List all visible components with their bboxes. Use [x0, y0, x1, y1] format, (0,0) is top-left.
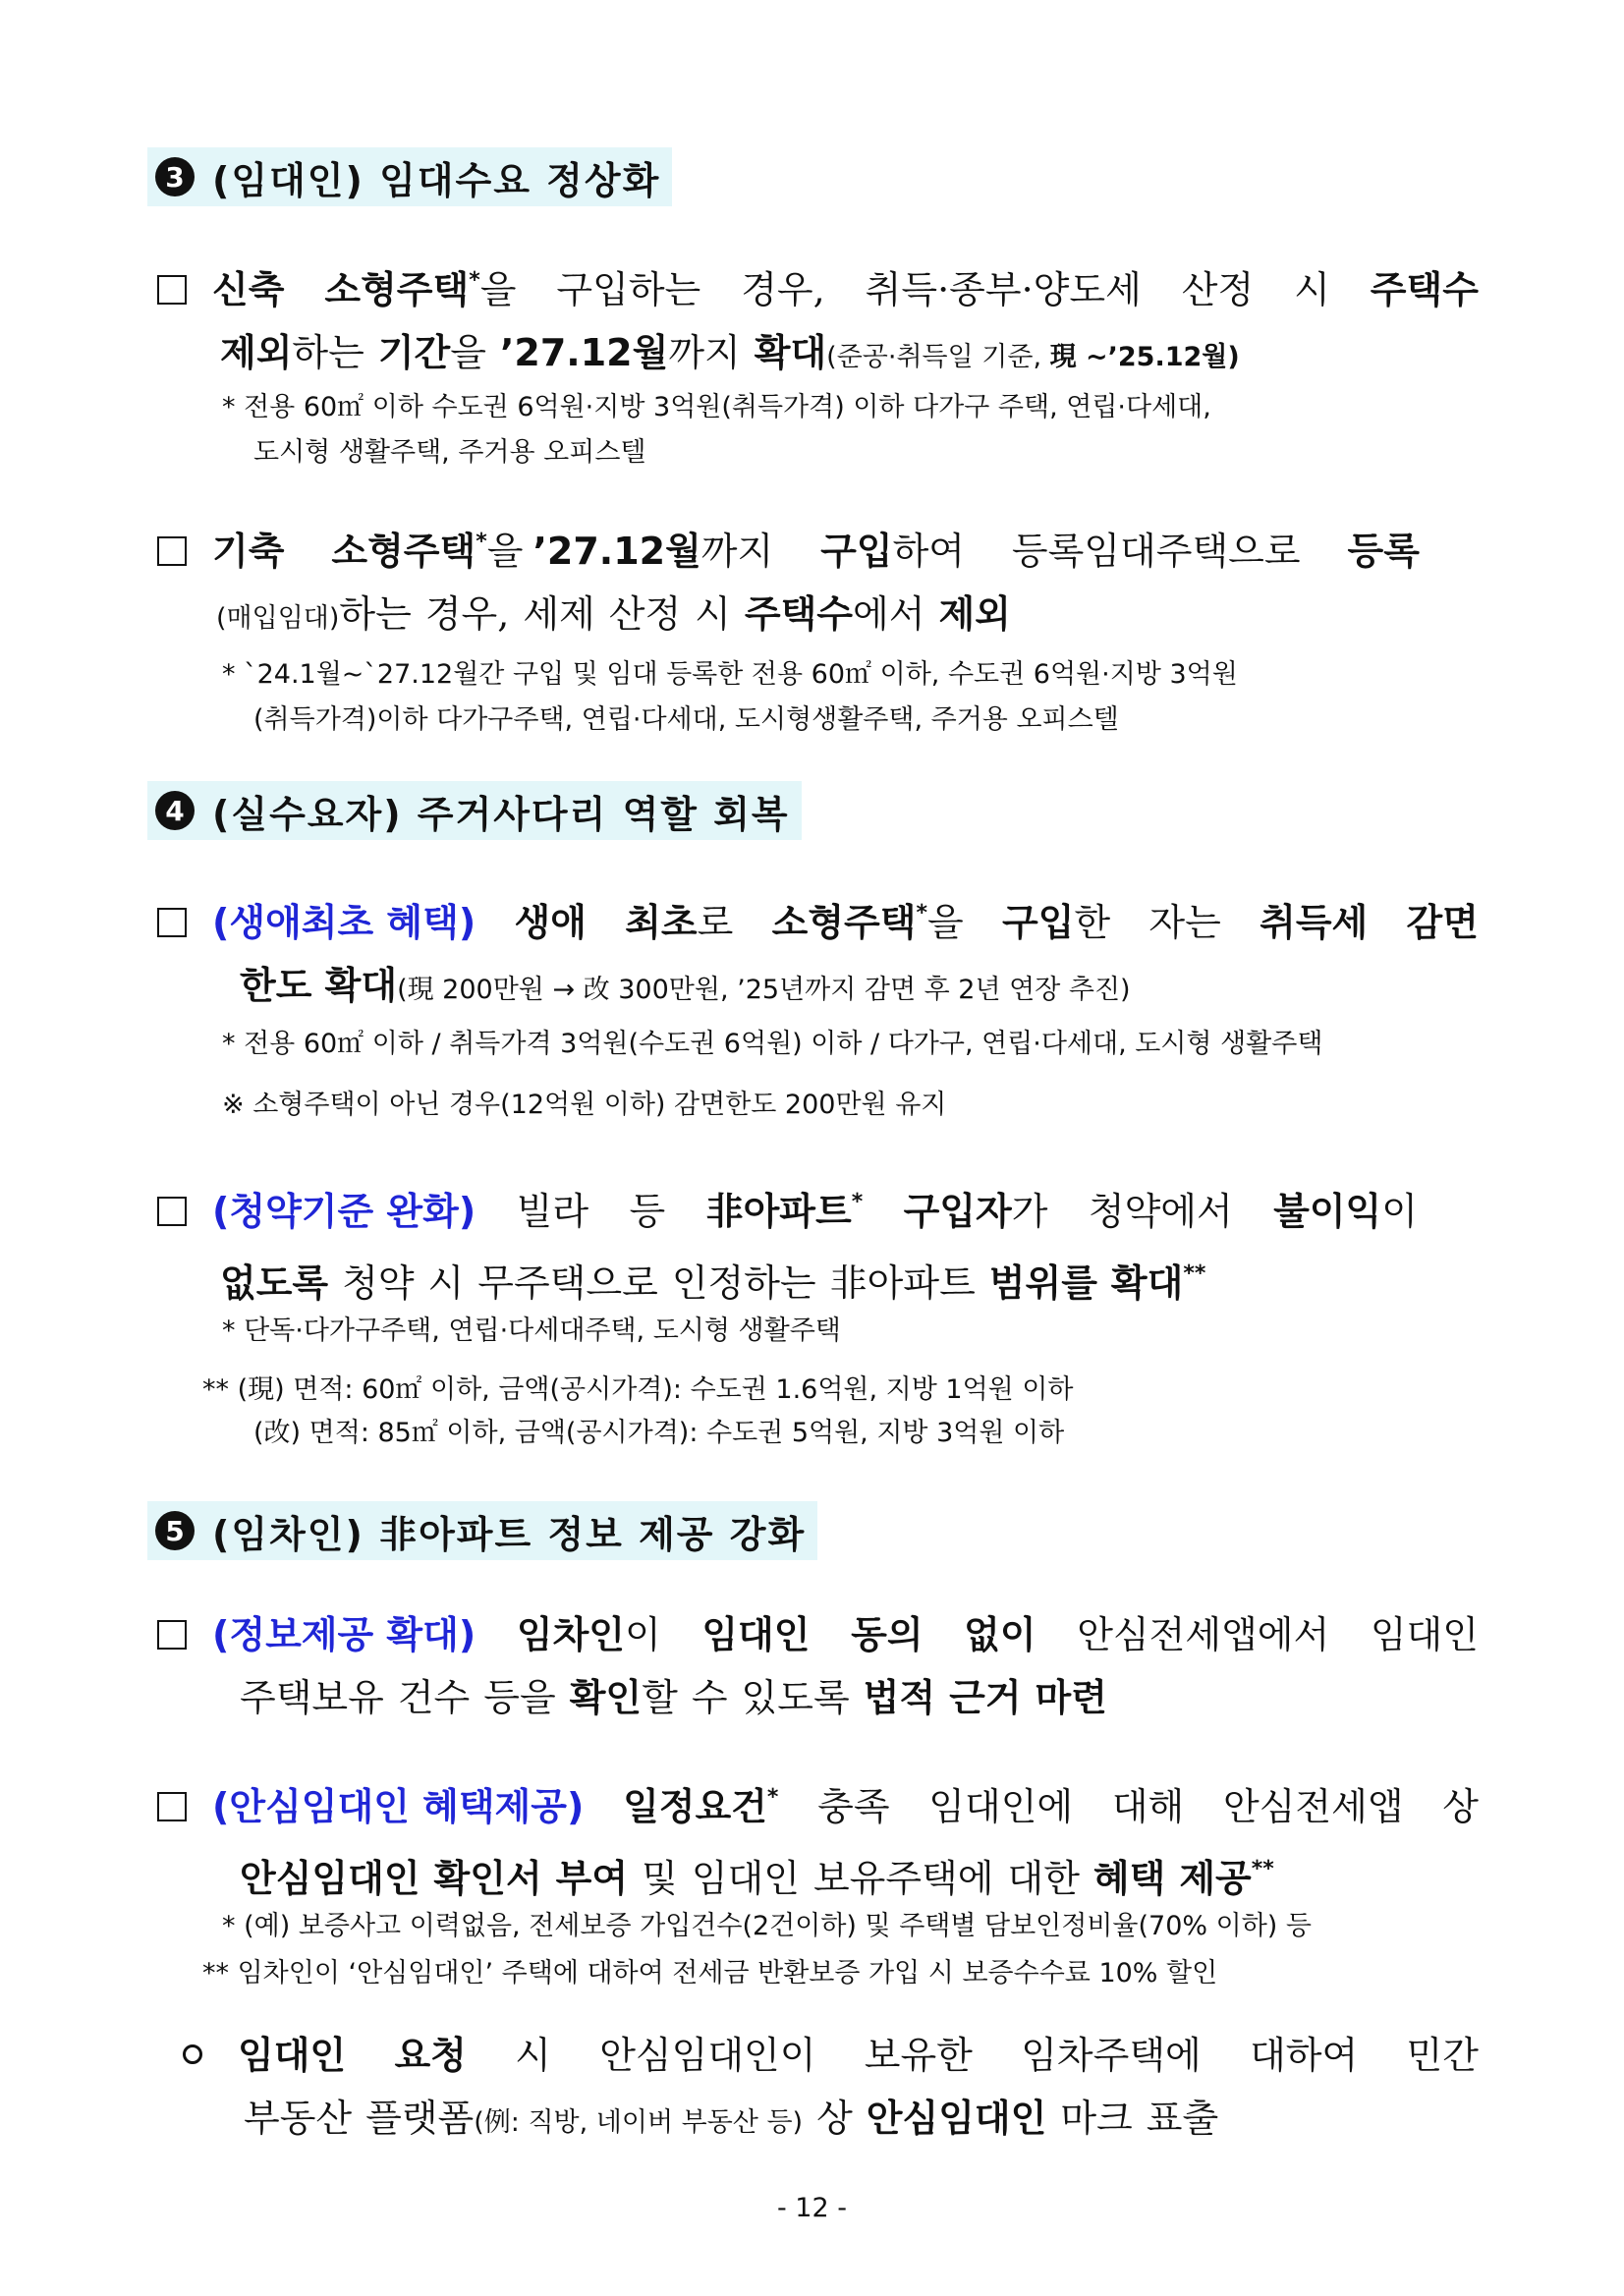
checkbox-square-icon — [157, 1792, 187, 1821]
item-line: (매입임대)하는 경우, 세제 산정 시 주택수에서 제외 — [216, 592, 1011, 636]
footnote: ** (現) 면적: 60㎡ 이하, 금액(공시가격): 수도권 1.6억원, 지방 1억원 이하 — [202, 1374, 1074, 1405]
section-number-badge: 4 — [155, 791, 195, 830]
checkbox-square-icon — [157, 1197, 187, 1226]
section-number-badge: 5 — [155, 1511, 195, 1550]
footnote: (취득가격)이하 다가구주택, 연립·다세대, 도시형생활주택, 주거용 오피스텔 — [253, 704, 1119, 735]
checkbox-square-icon — [157, 536, 187, 566]
section-header-3 — [147, 147, 672, 206]
checkbox-square-icon — [157, 908, 187, 937]
item-line: 신축 소형주택*을 구입하는 경우, 취득·종부·양도세 산정 시 주택수 — [157, 250, 1479, 321]
section-title: (실수요자) 주거사다리 역할 회복 — [212, 792, 790, 836]
item-line: 임대인 요청 시 안심임대인이 보유한 임차주택에 대하여 민간 — [183, 2024, 1479, 2087]
item-line: 주택보유 건수 등을 확인할 수 있도록 법적 근거 마련 — [240, 1676, 1107, 1719]
section-title: (임대인) 임대수요 정상화 — [212, 158, 661, 202]
footnote: (改) 면적: 85㎡ 이하, 금액(공시가격): 수도권 5억원, 지방 3억원 이하 — [253, 1418, 1065, 1448]
item-line: 안심임대인 확인서 부여 및 임대인 보유주택에 대한 혜택 제공** — [240, 1857, 1274, 1900]
footnote: * 전용 60㎡ 이하 수도권 6억원·지방 3억원(취득가격) 이하 다가구 주택, 연립·다세대, — [222, 392, 1211, 422]
footnote: 도시형 생활주택, 주거용 오피스텔 — [253, 437, 646, 468]
bullet-item-safe-landlord-benefits — [157, 1766, 1479, 1910]
page-number: - 12 - — [776, 2193, 847, 2223]
section-number-badge: 3 — [155, 157, 195, 196]
section-header-5 — [147, 1501, 817, 1560]
bullet-item-subscription-criteria — [157, 1171, 1479, 1315]
footnote: * 전용 60㎡ 이하 / 취득가격 3억원(수도권 6억원) 이하 / 다가구, 연립·다세대, 도시형 생활주택 — [222, 1029, 1323, 1059]
item-line: 없도록 청약 시 무주택으로 인정하는 非아파트 범위를 확대** — [220, 1261, 1206, 1305]
bullet-item-existing-small-housing — [157, 511, 1479, 650]
footnote: * `24.1월~`27.12월간 구입 및 임대 등록한 전용 60㎡ 이하, 수도권 6억원·지방 3억원 — [222, 659, 1238, 690]
item-line: 기축 소형주택*을 ’27.12월까지 구입하여 등록임대주택으로 등록 — [157, 511, 1479, 583]
item-line: 한도 확대(現 200만원 → 改 300만원, ’25년까지 감면 후 2년 연장 추진) — [240, 964, 1131, 1007]
item-line: (안심임대인 혜택제공) 일정요건* 충족 임대인에 대해 안심전세앱 상 — [157, 1766, 1479, 1838]
checkbox-square-icon — [157, 1620, 187, 1650]
footnote: * 단독·다가구주택, 연립·다세대주택, 도시형 생활주택 — [222, 1316, 841, 1346]
bullet-item-new-small-housing — [157, 250, 1479, 389]
item-line: (생애최초 혜택) 생애 최초로 소형주택*을 구입한 자는 취득세 감면 — [157, 882, 1479, 954]
sub-bullet-platform-mark — [183, 2024, 1479, 2155]
section-title: (임차인) 非아파트 정보 제공 강화 — [212, 1512, 807, 1556]
item-line: (청약기준 완화) 빌라 등 非아파트* 구입자가 청약에서 불이익이 — [157, 1171, 1479, 1243]
item-line: 제외하는 기간을 ’27.12월까지 확대(준공·취득일 기준, 現 ~’25.12월) — [220, 331, 1240, 374]
item-line: 부동산 플랫폼(例: 직방, 네이버 부동산 등) 상 안심임대인 마크 표출 — [244, 2097, 1219, 2140]
section-header-4 — [147, 781, 802, 840]
footnote: ** 임차인이 ‘안심임대인’ 주택에 대하여 전세금 반환보증 가입 시 보증수수료 10% 할인 — [202, 1958, 1218, 1988]
bullet-item-first-time-buyer — [157, 882, 1479, 1022]
checkbox-square-icon — [157, 275, 187, 305]
bullet-item-info-expansion — [157, 1603, 1479, 1729]
circle-bullet-icon — [183, 2044, 202, 2064]
footnote: * (예) 보증사고 이력없음, 전세보증 가입건수(2건이하) 및 주택별 담보인정비율(70% 이하) 등 — [222, 1911, 1313, 1941]
reference-note: ※ 소형주택이 아닌 경우(12억원 이하) 감면한도 200만원 유지 — [222, 1090, 947, 1120]
item-line: (정보제공 확대) 임차인이 임대인 동의 없이 안심전세앱에서 임대인 — [157, 1603, 1479, 1666]
